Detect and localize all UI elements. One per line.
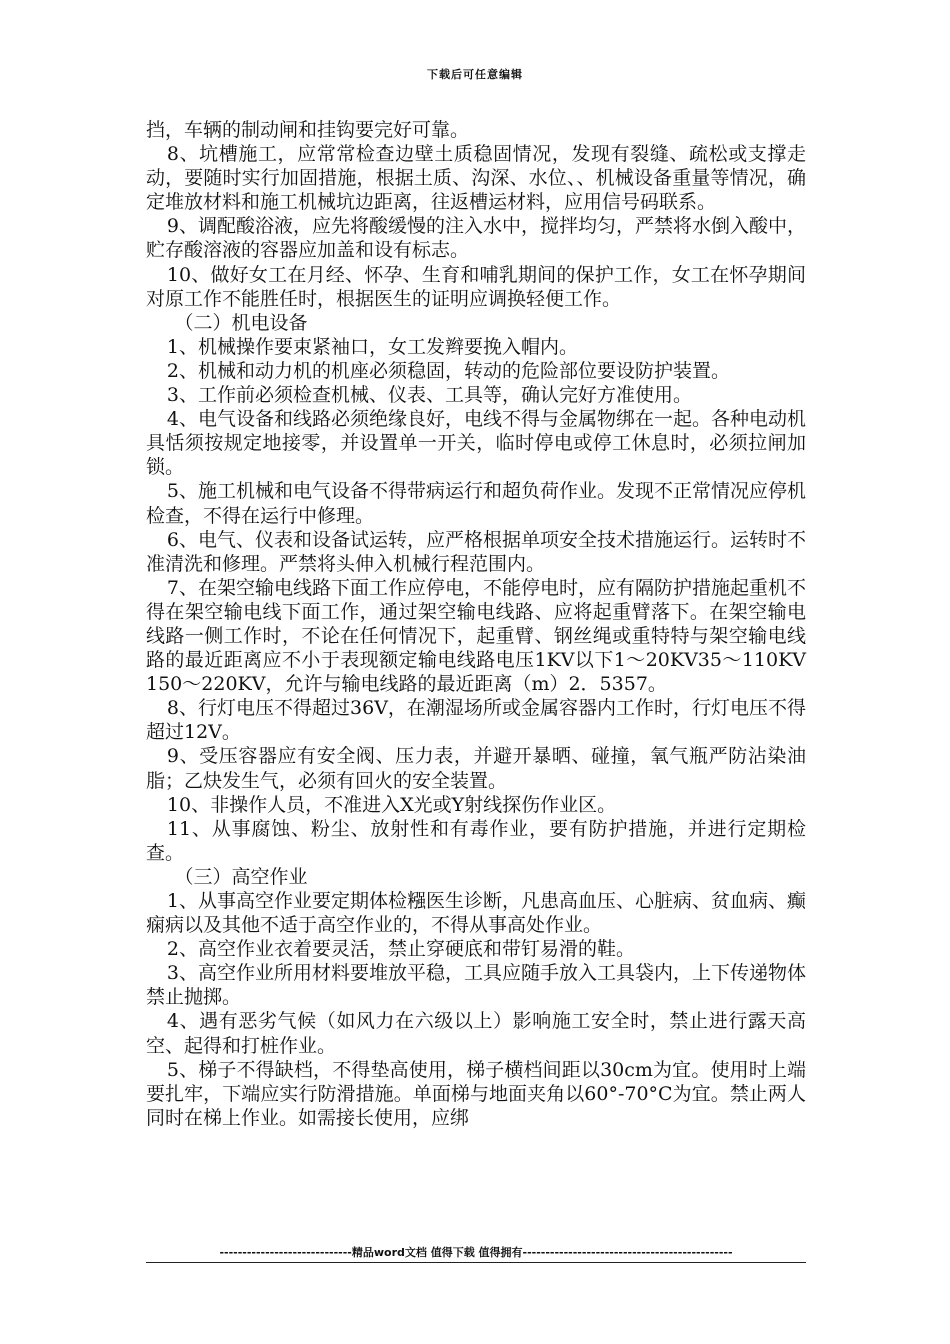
paragraph: 1、机械操作要束紧袖口，女工发辫要挽入帽内。 (166, 335, 578, 358)
paragraph: 2、高空作业衣着要灵活，禁止穿硬底和带钉易滑的鞋。 (166, 938, 635, 961)
paragraph: 11、从事腐蚀、粉尘、放射性和有毒作业，要有防护措施，并进行定期检查。 (146, 817, 806, 864)
paragraph: 3、工作前必须检查机械、仪表、工具等，确认完好方准使用。 (166, 384, 692, 407)
paragraph: 10、做好女工在月经、怀孕、生育和哺乳期间的保护工作，女工在怀孕期间对原工作不能胜任时，根据医生的证明应调换轻便工作。 (146, 263, 806, 310)
page-footer: -----------------------------精品word文档 值得下载 值得拥有---------------------------------------------- (219, 1246, 733, 1259)
paragraph: 1、从事高空作业要定期体检糨医生诊断，凡患高血压、心脏病、贫血病、癫痫病以及其他不适于高空作业的，不得从事高处作业。 (146, 890, 806, 937)
paragraph: 5、施工机械和电气设备不得带病运行和超负荷作业。发现不正常情况应停机检查，不得在运行中修理。 (146, 480, 806, 527)
paragraph: 8、行灯电压不得超过36V，在潮湿场所或金属容器内工作时，行灯电压不得超过12V。 (146, 697, 806, 744)
paragraph: 9、受压容器应有安全阀、压力表，并避开暴晒、碰撞，氧气瓶严防沾染油脂；乙炔发生气，必须有回火的安全装置。 (146, 745, 806, 792)
page-header: 下载后可任意编辑 (427, 68, 523, 81)
document-body (146, 118, 806, 1130)
paragraph: 6、电气、仪表和设备试运转，应严格根据单项安全技术措施运行。运转时不准清洗和修理。严禁将头伸入机械行程范围内。 (146, 528, 806, 575)
paragraph: 3、高空作业所用材料要堆放平稳，工具应随手放入工具袋内，上下传递物体禁止抛掷。 (146, 962, 806, 1009)
paragraph: 4、电气设备和线路必须绝缘良好，电线不得与金属物绑在一起。各种电动机具恬须按规定地接零，并设置单一开关，临时停电或停工休息时，必须拉闸加锁。 (146, 408, 806, 479)
paragraph: 挡，车辆的制动闸和挂钩要完好可靠。 (146, 119, 470, 141)
paragraph: 5、梯子不得缺档，不得垫高使用，梯子横档间距以30cm为宜。使用时上端要扎牢，下端应实行防滑措施。单面梯与地面夹角以60°-70°C为宜。禁止两人同时在梯上作业。如需接长使用，应绑 (146, 1058, 806, 1129)
paragraph: 9、调配酸浴液，应先将酸缓慢的注入水中，搅拌均匀，严禁将水倒入酸中，贮存酸溶液的容器应加盖和设有标志。 (146, 215, 806, 262)
paragraph: 2、机械和动力机的机座必须稳固，转动的危险部位要设防护装置。 (166, 359, 730, 382)
paragraph: 10、非操作人员，不准进入X光或Y射线探伤作业区。 (166, 793, 617, 816)
section-heading: （二）机电设备 (174, 311, 308, 334)
footer-divider (146, 1262, 806, 1263)
paragraph: 4、遇有恶劣气候（如风力在六级以上）影响施工安全时，禁止进行露天高空、起得和打桩作业。 (146, 1010, 806, 1057)
paragraph: 7、在架空输电线路下面工作应停电，不能停电时，应有隔防护措施起重机不得在架空输电线下面工作，通过架空输电线路、应将起重臂落下。在架空输电线路一侧工作时，不论在任何情况下，起重臂、钢丝绳或重特特与架空输电线路的最近距离应不小于表现额定输电线路电压1KV以下1～20KV35～110KV150～220KV，允许与输电线路的最近距离（m）2．5357。 (146, 576, 806, 696)
section-heading: （三）高空作业 (174, 865, 308, 888)
paragraph: 8、坑槽施工，应常常检查边壁土质稳固情况，发现有裂缝、疏松或支撑走动，要随时实行加固措施，根据土质、沟深、水位、、机械设备重量等情况，确定堆放材料和施工机械坑边距离，往返槽运材料，应用信号码联系。 (146, 143, 806, 214)
